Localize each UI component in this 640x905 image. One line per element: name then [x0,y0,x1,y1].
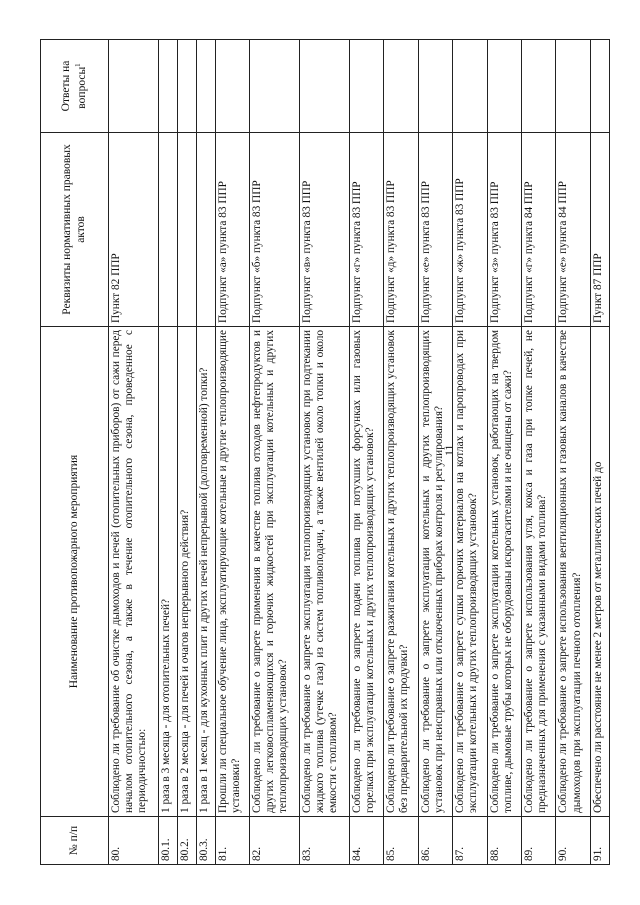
row-requisites [177,133,196,327]
row-requisites: Пункт 87 ППР [590,133,609,327]
row-num: 88. [487,817,521,865]
row-requisites: Подпункт «б» пункта 83 ППР [250,133,300,327]
header-answers [41,40,109,133]
row-name: Соблюдено ли требование о запрете сушки горючих материалов на котлах и паропроводах при эксплуатации котельных и других теплопроизводящих установок? [453,327,487,817]
table-row [522,40,556,865]
row-name: Соблюдено ли требование о запрете подачи топлива при потухших форсунках или газовых горелках при эксплуатации котельных и других теплопроизводящих установок? [349,327,383,817]
row-requisites: Пункт 82 ППР [109,133,159,327]
table-row [109,40,159,865]
row-name: Прошли ли специальное обучение лица, эксплуатирующие котельные и другие теплопроизводящие установки? [215,327,249,817]
header-num: № п/п [41,817,109,865]
row-num: 84. [349,817,383,865]
row-answer [556,40,590,133]
row-requisites: Подпункт «е» пункта 84 ППР [556,133,590,327]
row-num: 82. [250,817,300,865]
header-requisites: Реквизиты нормативных правовых актов [41,133,109,327]
row-answer [196,40,215,133]
table-header-row [41,40,109,865]
row-answer [590,40,609,133]
row-requisites: Подпункт «д» пункта 83 ППР [384,133,418,327]
row-name: Соблюдено ли требование о запрете использования вентиляционных и газовых каналов в качестве дымоходов при эксплуатации печного отопления? [556,327,590,817]
row-name: 1 раза в 2 месяца - для печей и очагов непрерывного действия? [177,327,196,817]
row-num: 91. [590,817,609,865]
table-row [590,40,609,865]
row-num: 83. [300,817,350,865]
row-requisites [196,133,215,327]
row-requisites: Подпункт «ж» пункта 83 ППР [453,133,487,327]
row-name: Соблюдено ли требование о запрете эксплуатации котельных установок, работающих на твердом топливе, дымовые трубы которых не оборудованы искрогасителями и не очищены от сажи? [487,327,521,817]
row-answer [522,40,556,133]
row-name: Соблюдено ли требование о запрете разжигания котельных и других теплопроизводящих установок без предварительной их продувки? [384,327,418,817]
row-num: 89. [522,817,556,865]
row-num: 80.3. [196,817,215,865]
table-row [158,40,177,865]
row-answer [177,40,196,133]
checklist-table [40,39,610,865]
table-row [453,40,487,865]
row-answer [349,40,383,133]
row-answer [384,40,418,133]
row-requisites: Подпункт «в» пункта 83 ППР [300,133,350,327]
row-num: 80.2. [177,817,196,865]
footnote-mark: 1 [73,63,82,67]
table-row [487,40,521,865]
row-num: 80.1. [158,817,177,865]
row-name: Обеспечено ли расстояние не менее 2 метров от металлических печей до [590,327,609,817]
table-row [556,40,590,865]
checklist-table-container [40,40,610,865]
header-answers-label: Ответы на вопросы [60,60,88,112]
row-answer [453,40,487,133]
row-answer [215,40,249,133]
row-num: 81. [215,817,249,865]
table-row [177,40,196,865]
row-name: 1 раза в 3 месяца - для отопительных печей? [158,327,177,817]
table-row [349,40,383,865]
row-requisites: Подпункт «е» пункта 83 ППР [418,133,452,327]
row-requisites: Подпункт «г» пункта 83 ППР [349,133,383,327]
table-row [215,40,249,865]
row-name: Соблюдено ли требование о запрете применения в качестве топлива отходов нефтепродуктов и других легковоспламеняющихся и горючих жидкостей при эксплуатации котельных и других теплопроизводящих установок? [250,327,300,817]
row-requisites: Подпункт «з» пункта 83 ППР [487,133,521,327]
row-answer [109,40,159,133]
row-num: 90. [556,817,590,865]
table-row [418,40,452,865]
header-name: Наименование противопожарного мероприятия [41,327,109,817]
row-answer [250,40,300,133]
row-requisites [158,133,177,327]
row-name: Соблюдено ли требование о запрете эксплуатации теплопроизводящих установок при подтекании жидкого топлива (утечке газа) из систем топливоподачи, а также вентилей около топки и около емкости с топливом? [300,327,350,817]
row-answer [300,40,350,133]
table-row [384,40,418,865]
row-num: 80. [109,817,159,865]
row-requisites: Подпункт «а» пункта 83 ППР [215,133,249,327]
row-num: 87. [453,817,487,865]
table-row [250,40,300,865]
row-num: 86. [418,817,452,865]
row-name: Соблюдено ли требование об очистке дымоходов и печей (отопительных приборов) от сажи перед началом отопительного сезона, а также в течение отопительного сезона, проведенное с периодичностью: [109,327,159,817]
row-answer [418,40,452,133]
table-row [196,40,215,865]
row-requisites: Подпункт «г» пункта 84 ППР [522,133,556,327]
table-row [300,40,350,865]
row-answer [487,40,521,133]
row-name: Соблюдено ли требование о запрете эксплуатации котельных и других теплопроизводящих установок при неисправных или отключенных приборах контроля и регулирования? [418,327,452,817]
row-name: Соблюдено ли требование о запрете использования угля, кокса и газа при топке печей, не предназначенных для применения с указанными видами топлива? [522,327,556,817]
row-num: 85. [384,817,418,865]
row-answer [158,40,177,133]
row-name: 1 раза в 1 месяц - для кухонных плит и других печей непрерывной (долговременной) топки? [196,327,215,817]
page-number: 11 [442,444,456,456]
